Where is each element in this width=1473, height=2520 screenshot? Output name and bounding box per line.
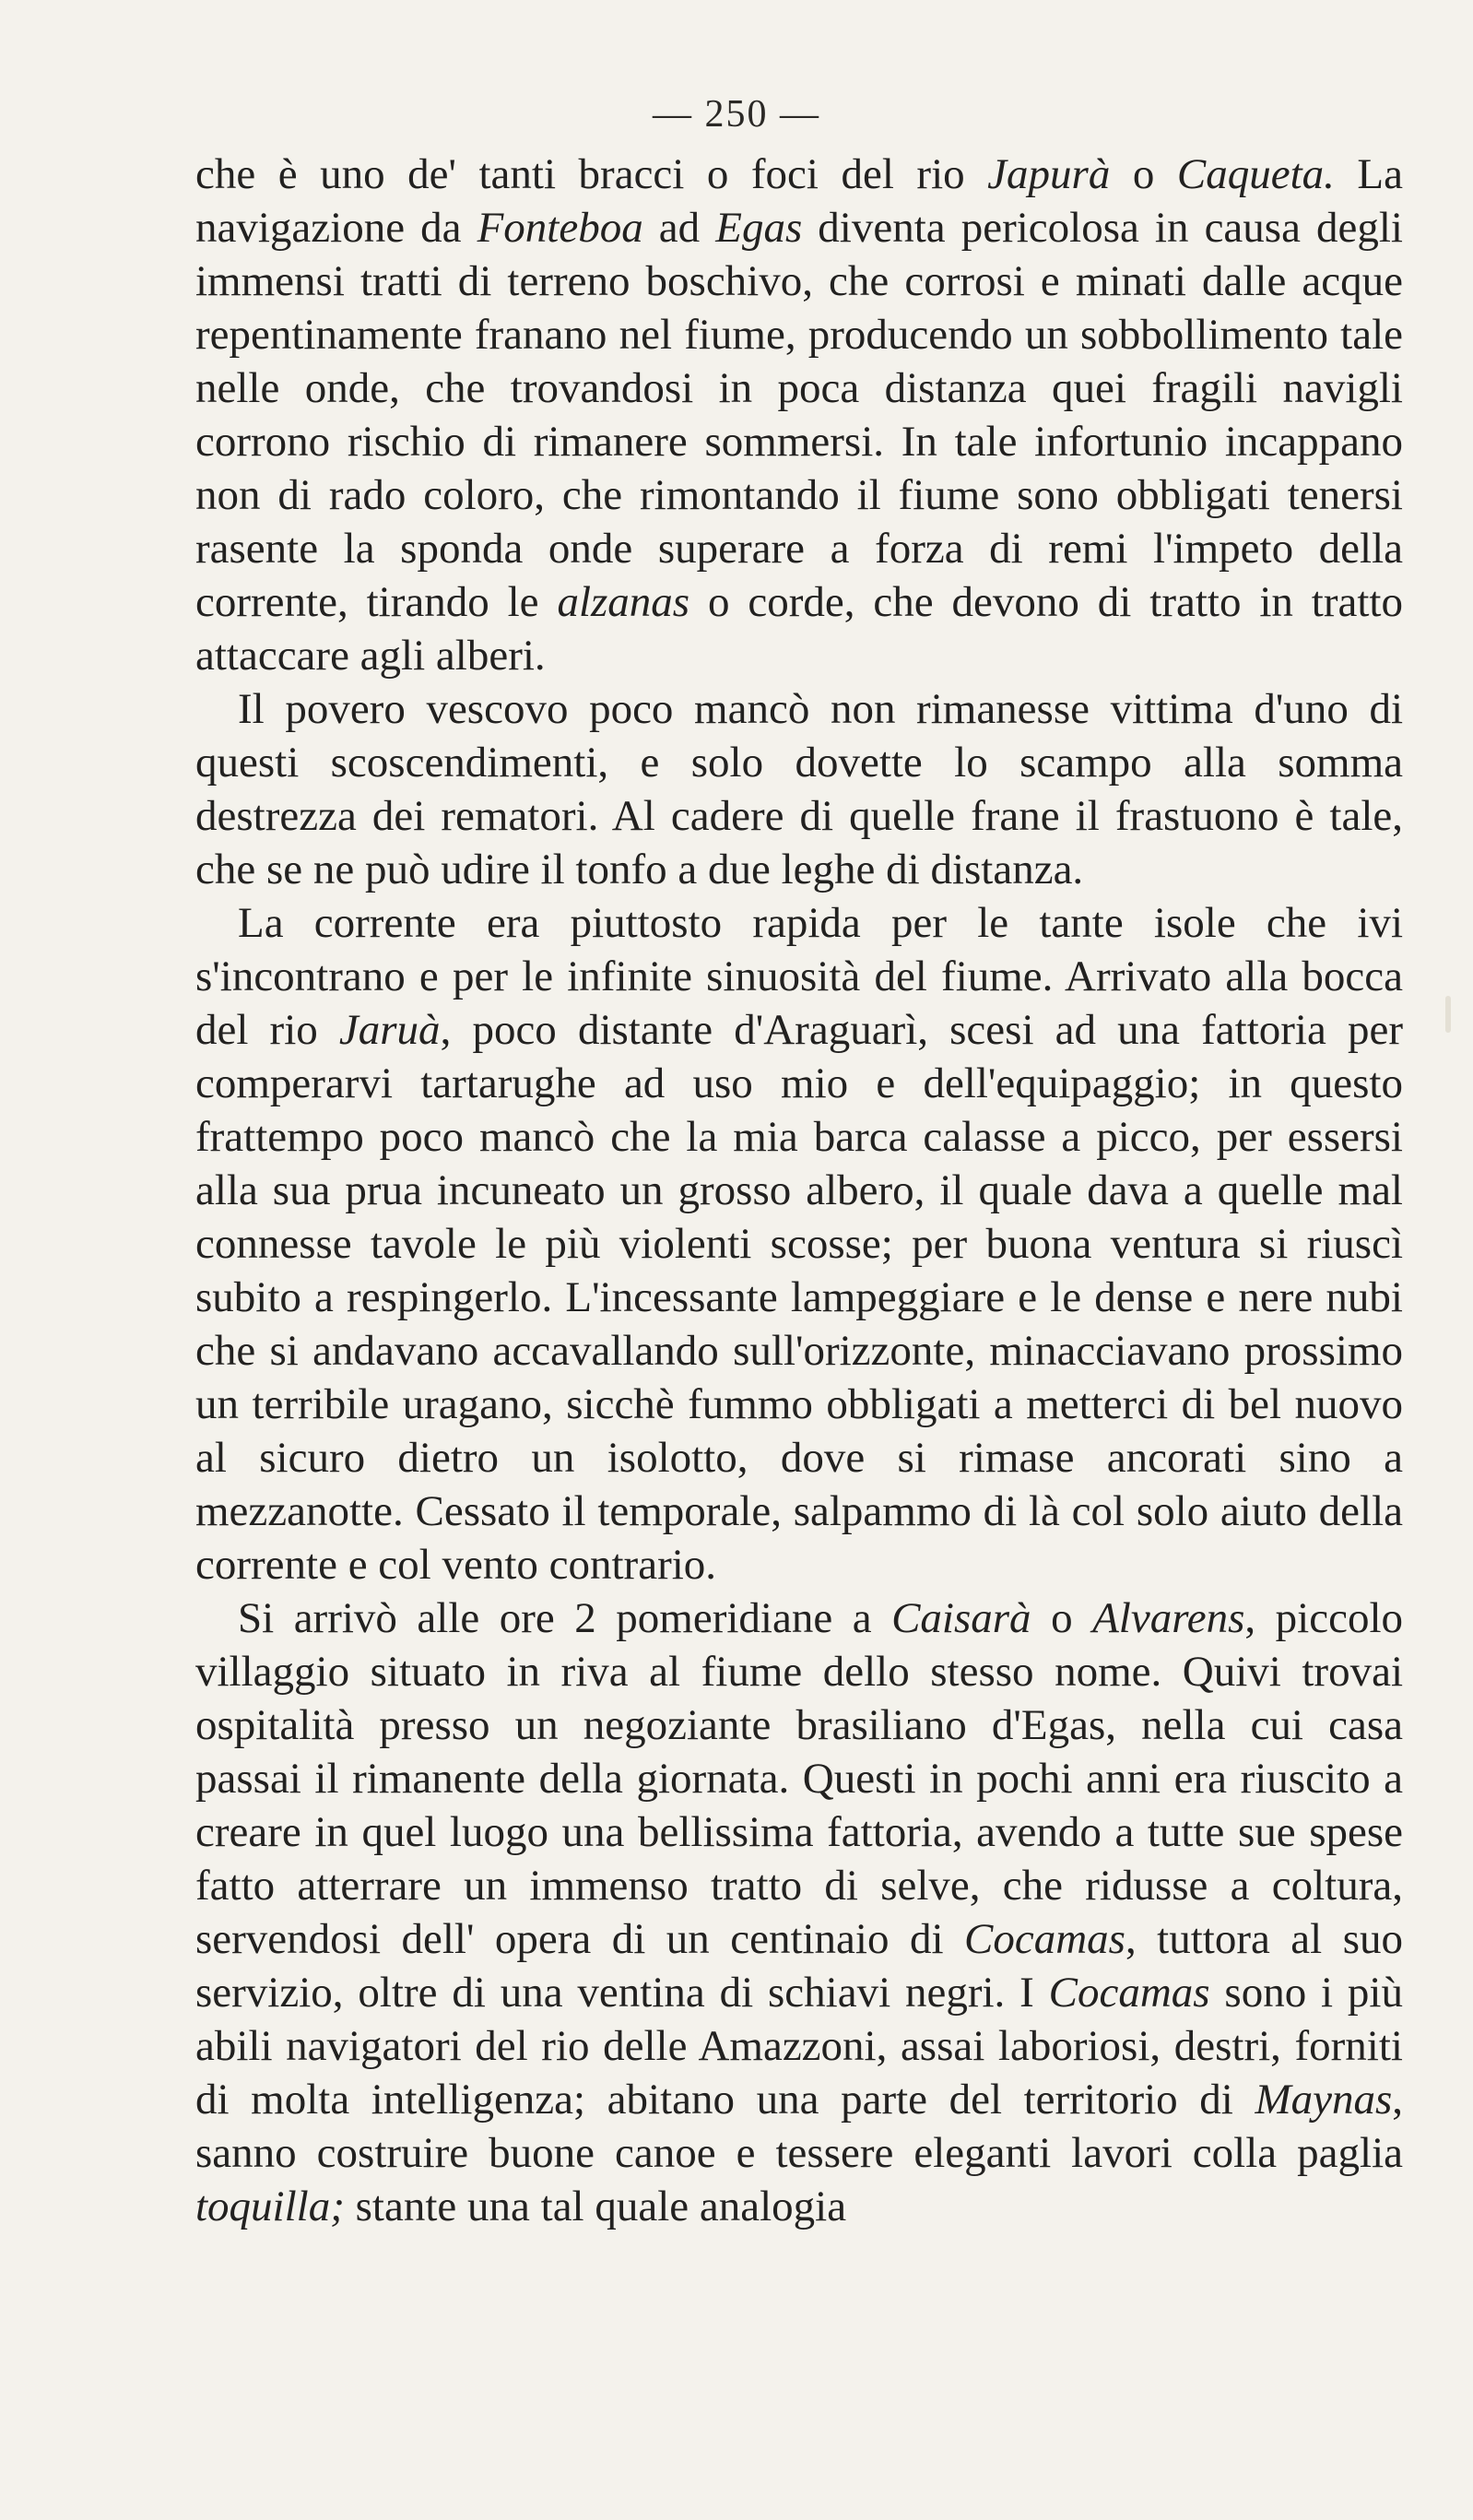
paragraph bbox=[195, 896, 1403, 1591]
paragraph bbox=[195, 682, 1403, 896]
page-blemish bbox=[1445, 996, 1451, 1033]
text-run: o bbox=[1031, 1594, 1093, 1642]
text-run: , poco distante d'Araguarì, scesi ad una fattoria per comperarvi tartarughe ad uso mio e dell'equipaggio; in questo frattempo poco mancò che la mia barca calasse a picco, per essersi alla sua prua incuneato un grosso albero, il quale dava a quelle mal connesse tavole le più violenti scosse; per buona ventura si riuscì subito a respingerlo. L'incessante lampeggiare e le dense e nere nubi che si andavano accavallando sull'orizzonte, minacciavano prossimo un terribile uragano, sicchè fummo obbligati a metterci di bel nuovo al sicuro dietro un isolotto, dove si rimase ancorati sino a mezzanotte. Cessato il temporale, salpammo di là col solo aiuto della corrente e col vento contrario. bbox=[195, 1006, 1403, 1589]
text-run: , sanno costruire buone canoe e tessere eleganti lavori colla paglia bbox=[195, 2076, 1403, 2177]
italic-term: Japurà bbox=[987, 150, 1111, 198]
text-run: ad bbox=[642, 204, 716, 252]
text-run: sono i più abili navigatori del rio delle Amazzoni, assai laboriosi, destri, forniti di molta intelligenza; abitano una parte del territorio di bbox=[195, 1969, 1403, 2124]
text-run: La corrente era piuttosto rapida per le tante isole che ivi s'incontrano e per le infinite sinuosità del fiume. Arrivato alla bocca del rio bbox=[195, 899, 1403, 1054]
body-text bbox=[195, 148, 1403, 2233]
paragraph bbox=[195, 148, 1403, 682]
text-run: o corde, che devono di tratto in tratto attaccare agli alberi. bbox=[195, 578, 1403, 680]
text-run: , piccolo villaggio situato in riva al fiume dello stesso nome. Quivi trovai ospitalità presso un negoziante brasiliano d'Egas, nella cui casa passai il rimanente della giornata. Questi in pochi anni era riuscito a creare in quel luogo una bellissima fattoria, avendo a tutte sue spese fatto atterrare un immenso tratto di selve, che ridusse a coltura, servendosi dell' opera di un centinaio di bbox=[195, 1594, 1403, 1963]
italic-term: Fonteboa bbox=[477, 204, 643, 252]
italic-term: Caisarà bbox=[891, 1594, 1031, 1642]
text-run: o bbox=[1110, 150, 1177, 198]
italic-term: Cocamas bbox=[963, 1915, 1125, 1963]
text-run: Il povero vescovo poco mancò non rimanesse vittima d'uno di questi scoscendimenti, e solo dovette lo scampo alla somma destrezza dei rematori. Al cadere di quelle frane il frastuono è tale, che se ne può udire il tonfo a due leghe di distanza. bbox=[195, 685, 1403, 893]
italic-term: Cocamas bbox=[1048, 1969, 1210, 2017]
paragraph bbox=[195, 1591, 1403, 2233]
italic-term: Alvarens bbox=[1092, 1594, 1245, 1642]
italic-term: toquilla; bbox=[195, 2183, 345, 2230]
text-run: La navigazione da bbox=[195, 150, 1403, 252]
italic-term: Jaruà bbox=[338, 1006, 441, 1054]
page-number: — 250 — bbox=[653, 93, 820, 136]
italic-term: Caqueta. bbox=[1176, 150, 1335, 198]
text-run: diventa pericolosa in causa degli immensi tratti di terreno boschivo, che corrosi e minati dalle acque repentinamente franano nel fiume, producendo un sobbollimento tale nelle onde, che trovandosi in poca distanza quei fragili navigli corrono rischio di rimanere sommersi. In tale infortunio incappano non di rado coloro, che rimontando il fiume sono obbligati tenersi rasente la sponda onde superare a forza di remi l'impeto della corrente, tirando le bbox=[195, 204, 1403, 626]
italic-term: Egas bbox=[715, 204, 803, 252]
text-run: stante una tal quale analogia bbox=[344, 2183, 847, 2230]
text-run: , tuttora al suo servizio, oltre di una ventina di schiavi negri. I bbox=[195, 1915, 1403, 2017]
text-run: Si arrivò alle ore 2 pomeridiane a bbox=[238, 1594, 892, 1642]
text-run: che è uno de' tanti bracci o foci del rio bbox=[195, 150, 988, 198]
italic-term: alzanas bbox=[557, 578, 690, 626]
italic-term: Maynas bbox=[1255, 2076, 1393, 2124]
